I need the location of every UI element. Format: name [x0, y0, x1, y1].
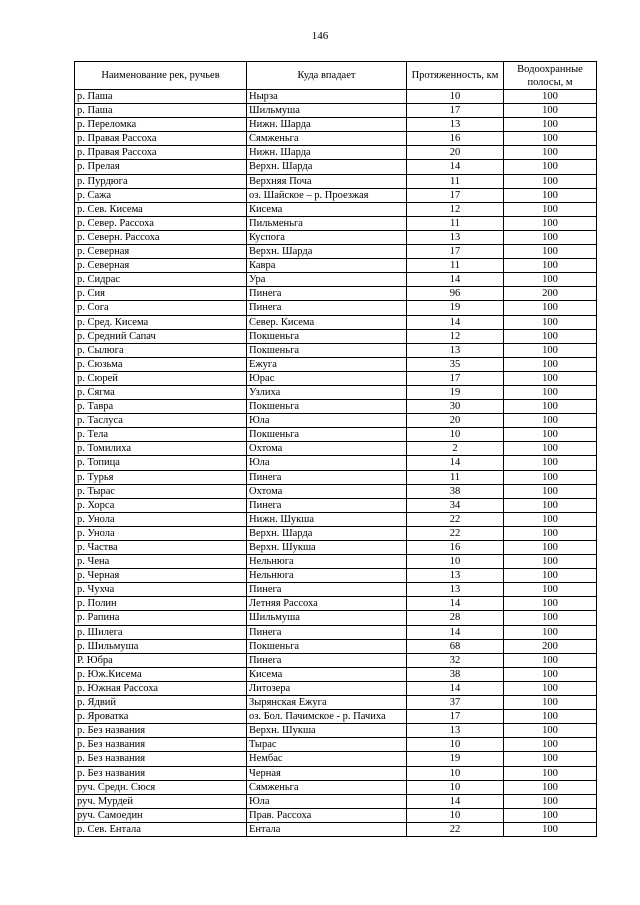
cell-length: 16: [407, 541, 504, 555]
cell-buffer-zone: 200: [504, 287, 597, 301]
cell-outflow: Кисема: [247, 667, 407, 681]
cell-outflow: Покшеньга: [247, 329, 407, 343]
table-row: [75, 230, 597, 244]
table-row: [75, 188, 597, 202]
cell-outflow: Пинега: [247, 470, 407, 484]
cell-river-name: р. Сев. Кисема: [75, 202, 247, 216]
cell-length: 16: [407, 132, 504, 146]
cell-outflow: Ура: [247, 273, 407, 287]
cell-buffer-zone: 100: [504, 329, 597, 343]
cell-buffer-zone: 100: [504, 808, 597, 822]
table-row: [75, 400, 597, 414]
cell-length: 17: [407, 371, 504, 385]
header-length: Протяженность, км: [407, 62, 504, 90]
cell-buffer-zone: 100: [504, 555, 597, 569]
cell-outflow: Пинега: [247, 301, 407, 315]
cell-river-name: р. Турья: [75, 470, 247, 484]
cell-river-name: р. Без названия: [75, 738, 247, 752]
cell-buffer-zone: 100: [504, 724, 597, 738]
cell-buffer-zone: 100: [504, 822, 597, 836]
cell-river-name: р. Унола: [75, 526, 247, 540]
cell-buffer-zone: 100: [504, 597, 597, 611]
cell-length: 2: [407, 442, 504, 456]
table-row: [75, 160, 597, 174]
table-row: [75, 245, 597, 259]
table-row: [75, 681, 597, 695]
table-row: [75, 301, 597, 315]
cell-length: 12: [407, 329, 504, 343]
header-buffer-zone: Водоохранные полосы, м: [504, 62, 597, 90]
cell-outflow: Верхн. Шарда: [247, 160, 407, 174]
cell-outflow: Верхн. Шукша: [247, 724, 407, 738]
cell-buffer-zone: 100: [504, 752, 597, 766]
table-row: [75, 202, 597, 216]
table-row: [75, 104, 597, 118]
cell-river-name: р. Паша: [75, 104, 247, 118]
cell-length: 28: [407, 611, 504, 625]
table-row: [75, 512, 597, 526]
cell-length: 13: [407, 569, 504, 583]
cell-buffer-zone: 100: [504, 371, 597, 385]
cell-length: 13: [407, 118, 504, 132]
cell-length: 30: [407, 400, 504, 414]
cell-buffer-zone: 100: [504, 526, 597, 540]
cell-buffer-zone: 100: [504, 202, 597, 216]
table-row: [75, 484, 597, 498]
table-row: [75, 597, 597, 611]
cell-river-name: руч. Средн. Сюся: [75, 780, 247, 794]
cell-buffer-zone: 100: [504, 146, 597, 160]
cell-outflow: Куспога: [247, 230, 407, 244]
cell-buffer-zone: 100: [504, 230, 597, 244]
cell-outflow: Пинега: [247, 583, 407, 597]
cell-length: 10: [407, 808, 504, 822]
cell-length: 13: [407, 230, 504, 244]
cell-buffer-zone: 100: [504, 569, 597, 583]
cell-buffer-zone: 100: [504, 583, 597, 597]
table-row: [75, 273, 597, 287]
table-row: [75, 724, 597, 738]
cell-river-name: р. Топица: [75, 456, 247, 470]
cell-length: 17: [407, 710, 504, 724]
cell-length: 11: [407, 470, 504, 484]
cell-outflow: Ентала: [247, 822, 407, 836]
table-row: [75, 822, 597, 836]
cell-length: 34: [407, 498, 504, 512]
cell-buffer-zone: 100: [504, 794, 597, 808]
table-row: [75, 442, 597, 456]
cell-river-name: р. Северная: [75, 259, 247, 273]
table-row: [75, 808, 597, 822]
cell-length: 10: [407, 555, 504, 569]
cell-length: 68: [407, 639, 504, 653]
cell-length: 19: [407, 385, 504, 399]
cell-length: 14: [407, 160, 504, 174]
cell-length: 20: [407, 146, 504, 160]
cell-buffer-zone: 100: [504, 484, 597, 498]
cell-river-name: р. Унола: [75, 512, 247, 526]
cell-outflow: Юла: [247, 794, 407, 808]
cell-river-name: р. Сия: [75, 287, 247, 301]
cell-outflow: Прав. Рассоха: [247, 808, 407, 822]
cell-river-name: р. Сога: [75, 301, 247, 315]
cell-outflow: оз. Шайское – р. Проезжая: [247, 188, 407, 202]
cell-river-name: руч. Мурдей: [75, 794, 247, 808]
cell-outflow: Черная: [247, 766, 407, 780]
cell-buffer-zone: 100: [504, 766, 597, 780]
cell-length: 17: [407, 104, 504, 118]
table-row: [75, 428, 597, 442]
cell-outflow: Пинега: [247, 625, 407, 639]
cell-outflow: Пинега: [247, 287, 407, 301]
cell-river-name: р. Полин: [75, 597, 247, 611]
table-row: [75, 174, 597, 188]
cell-outflow: Покшеньга: [247, 343, 407, 357]
cell-river-name: р. Тавра: [75, 400, 247, 414]
table-row: [75, 456, 597, 470]
cell-buffer-zone: 100: [504, 681, 597, 695]
cell-length: 14: [407, 625, 504, 639]
cell-length: 19: [407, 301, 504, 315]
cell-outflow: Сямженьга: [247, 780, 407, 794]
cell-length: 14: [407, 681, 504, 695]
cell-length: 14: [407, 597, 504, 611]
cell-river-name: р. Юж.Кисема: [75, 667, 247, 681]
cell-length: 10: [407, 90, 504, 104]
cell-outflow: Охтома: [247, 484, 407, 498]
cell-length: 10: [407, 780, 504, 794]
cell-river-name: р. Средний Сапач: [75, 329, 247, 343]
table-row: [75, 766, 597, 780]
cell-length: 22: [407, 512, 504, 526]
cell-river-name: р. Чена: [75, 555, 247, 569]
cell-buffer-zone: 100: [504, 90, 597, 104]
table-row: [75, 90, 597, 104]
table-header-row: [75, 62, 597, 90]
cell-buffer-zone: 100: [504, 696, 597, 710]
cell-river-name: р. Сев. Ентала: [75, 822, 247, 836]
cell-length: 22: [407, 822, 504, 836]
cell-buffer-zone: 100: [504, 625, 597, 639]
cell-river-name: р. Ядвий: [75, 696, 247, 710]
cell-length: 17: [407, 245, 504, 259]
cell-outflow: Летняя Рассоха: [247, 597, 407, 611]
cell-river-name: р. Тырас: [75, 484, 247, 498]
cell-outflow: Кисема: [247, 202, 407, 216]
cell-buffer-zone: 100: [504, 174, 597, 188]
cell-outflow: Сямженьга: [247, 132, 407, 146]
cell-river-name: р. Переломка: [75, 118, 247, 132]
cell-river-name: р. Сюрей: [75, 371, 247, 385]
cell-outflow: Нельнюга: [247, 569, 407, 583]
cell-outflow: Верхн. Шарда: [247, 245, 407, 259]
table-row: [75, 357, 597, 371]
table-row: [75, 569, 597, 583]
cell-outflow: Нельнюга: [247, 555, 407, 569]
cell-river-name: р. Север. Рассоха: [75, 216, 247, 230]
cell-buffer-zone: 100: [504, 400, 597, 414]
cell-river-name: Р. Юбра: [75, 653, 247, 667]
cell-river-name: р. Тела: [75, 428, 247, 442]
cell-river-name: руч. Самоедин: [75, 808, 247, 822]
cell-outflow: Шильмуша: [247, 104, 407, 118]
cell-outflow: Покшеньга: [247, 639, 407, 653]
cell-length: 13: [407, 583, 504, 597]
cell-outflow: Зырянская Ежуга: [247, 696, 407, 710]
cell-river-name: р. Сажа: [75, 188, 247, 202]
cell-river-name: р. Прелая: [75, 160, 247, 174]
cell-outflow: Нижн. Шарда: [247, 146, 407, 160]
cell-outflow: Покшеньга: [247, 428, 407, 442]
table-row: [75, 794, 597, 808]
cell-outflow: Литозера: [247, 681, 407, 695]
cell-river-name: р. Правая Рассоха: [75, 146, 247, 160]
header-outflow: Куда впадает: [247, 62, 407, 90]
table-row: [75, 385, 597, 399]
cell-river-name: р. Томилиха: [75, 442, 247, 456]
cell-outflow: Верхн. Шарда: [247, 526, 407, 540]
table-row: [75, 541, 597, 555]
table-row: [75, 526, 597, 540]
cell-river-name: р. Без названия: [75, 724, 247, 738]
cell-length: 37: [407, 696, 504, 710]
cell-length: 14: [407, 456, 504, 470]
table-row: [75, 710, 597, 724]
cell-river-name: р. Шилега: [75, 625, 247, 639]
table-row: [75, 696, 597, 710]
cell-outflow: Пинега: [247, 498, 407, 512]
cell-buffer-zone: 100: [504, 188, 597, 202]
cell-outflow: Охтома: [247, 442, 407, 456]
cell-river-name: р. Сылюга: [75, 343, 247, 357]
cell-river-name: р. Таслуса: [75, 414, 247, 428]
cell-length: 14: [407, 273, 504, 287]
cell-outflow: Пинега: [247, 653, 407, 667]
rivers-table: [74, 61, 597, 837]
cell-length: 35: [407, 357, 504, 371]
cell-buffer-zone: 100: [504, 512, 597, 526]
cell-outflow: Тырас: [247, 738, 407, 752]
cell-buffer-zone: 100: [504, 315, 597, 329]
table-row: [75, 329, 597, 343]
cell-buffer-zone: 100: [504, 343, 597, 357]
cell-river-name: р. Шильмуша: [75, 639, 247, 653]
table-row: [75, 738, 597, 752]
cell-river-name: р. Южная Рассоха: [75, 681, 247, 695]
cell-outflow: Пильменьга: [247, 216, 407, 230]
cell-buffer-zone: 100: [504, 541, 597, 555]
table-row: [75, 287, 597, 301]
cell-river-name: р. Рапина: [75, 611, 247, 625]
cell-river-name: р. Пурдюга: [75, 174, 247, 188]
cell-river-name: р. Яроватка: [75, 710, 247, 724]
table-row: [75, 470, 597, 484]
cell-length: 22: [407, 526, 504, 540]
cell-length: 96: [407, 287, 504, 301]
table-row: [75, 132, 597, 146]
cell-length: 10: [407, 428, 504, 442]
table-row: [75, 780, 597, 794]
cell-buffer-zone: 100: [504, 357, 597, 371]
page-number: 146: [311, 30, 329, 42]
cell-outflow: Узлиха: [247, 385, 407, 399]
cell-river-name: р. Правая Рассоха: [75, 132, 247, 146]
cell-buffer-zone: 100: [504, 385, 597, 399]
cell-river-name: р. Без названия: [75, 752, 247, 766]
cell-length: 14: [407, 315, 504, 329]
cell-length: 32: [407, 653, 504, 667]
table-row: [75, 343, 597, 357]
cell-length: 19: [407, 752, 504, 766]
cell-river-name: р. Чухча: [75, 583, 247, 597]
cell-outflow: оз. Бол. Пачимское - р. Пачиха: [247, 710, 407, 724]
table-row: [75, 216, 597, 230]
cell-outflow: Покшеньга: [247, 400, 407, 414]
cell-outflow: Нембас: [247, 752, 407, 766]
table-body: [75, 90, 597, 837]
cell-length: 11: [407, 216, 504, 230]
cell-river-name: р. Черная: [75, 569, 247, 583]
cell-buffer-zone: 100: [504, 118, 597, 132]
table-row: [75, 611, 597, 625]
cell-river-name: р. Сягма: [75, 385, 247, 399]
table-row: [75, 555, 597, 569]
cell-outflow: Шильмуша: [247, 611, 407, 625]
cell-buffer-zone: 100: [504, 414, 597, 428]
table-row: [75, 625, 597, 639]
cell-length: 14: [407, 794, 504, 808]
cell-outflow: Нижн. Шукша: [247, 512, 407, 526]
cell-outflow: Ежуга: [247, 357, 407, 371]
table-row: [75, 315, 597, 329]
table-row: [75, 752, 597, 766]
cell-buffer-zone: 100: [504, 160, 597, 174]
cell-river-name: р. Северн. Рассоха: [75, 230, 247, 244]
cell-buffer-zone: 200: [504, 639, 597, 653]
cell-river-name: р. Без названия: [75, 766, 247, 780]
table-row: [75, 639, 597, 653]
cell-outflow: Верхняя Поча: [247, 174, 407, 188]
table-row: [75, 667, 597, 681]
cell-buffer-zone: 100: [504, 132, 597, 146]
cell-buffer-zone: 100: [504, 273, 597, 287]
cell-buffer-zone: 100: [504, 104, 597, 118]
cell-buffer-zone: 100: [504, 667, 597, 681]
cell-river-name: р. Паша: [75, 90, 247, 104]
cell-outflow: Кавра: [247, 259, 407, 273]
cell-length: 11: [407, 259, 504, 273]
cell-outflow: Нырза: [247, 90, 407, 104]
cell-length: 38: [407, 484, 504, 498]
cell-river-name: р. Северная: [75, 245, 247, 259]
cell-buffer-zone: 100: [504, 738, 597, 752]
header-river-name: Наименование рек, ручьев: [75, 62, 247, 90]
cell-river-name: р. Сидрас: [75, 273, 247, 287]
cell-river-name: р. Частва: [75, 541, 247, 555]
cell-buffer-zone: 100: [504, 259, 597, 273]
table-row: [75, 146, 597, 160]
cell-buffer-zone: 100: [504, 710, 597, 724]
cell-length: 12: [407, 202, 504, 216]
cell-outflow: Юрас: [247, 371, 407, 385]
cell-outflow: Север. Кисема: [247, 315, 407, 329]
cell-buffer-zone: 100: [504, 245, 597, 259]
cell-river-name: р. Сред. Кисема: [75, 315, 247, 329]
cell-length: 20: [407, 414, 504, 428]
cell-outflow: Верхн. Шукша: [247, 541, 407, 555]
table-row: [75, 371, 597, 385]
table-row: [75, 583, 597, 597]
cell-buffer-zone: 100: [504, 456, 597, 470]
cell-buffer-zone: 100: [504, 470, 597, 484]
table-row: [75, 653, 597, 667]
cell-buffer-zone: 100: [504, 653, 597, 667]
cell-outflow: Юла: [247, 414, 407, 428]
cell-length: 13: [407, 343, 504, 357]
cell-river-name: р. Хорса: [75, 498, 247, 512]
cell-buffer-zone: 100: [504, 301, 597, 315]
cell-buffer-zone: 100: [504, 780, 597, 794]
cell-buffer-zone: 100: [504, 611, 597, 625]
table-row: [75, 118, 597, 132]
cell-buffer-zone: 100: [504, 498, 597, 512]
cell-outflow: Нижн. Шарда: [247, 118, 407, 132]
cell-length: 10: [407, 738, 504, 752]
table-row: [75, 498, 597, 512]
cell-length: 11: [407, 174, 504, 188]
cell-length: 17: [407, 188, 504, 202]
cell-river-name: р. Сюзьма: [75, 357, 247, 371]
cell-buffer-zone: 100: [504, 216, 597, 230]
cell-length: 10: [407, 766, 504, 780]
cell-length: 38: [407, 667, 504, 681]
cell-outflow: Юла: [247, 456, 407, 470]
cell-buffer-zone: 100: [504, 428, 597, 442]
cell-length: 13: [407, 724, 504, 738]
table-row: [75, 259, 597, 273]
cell-buffer-zone: 100: [504, 442, 597, 456]
table-row: [75, 414, 597, 428]
